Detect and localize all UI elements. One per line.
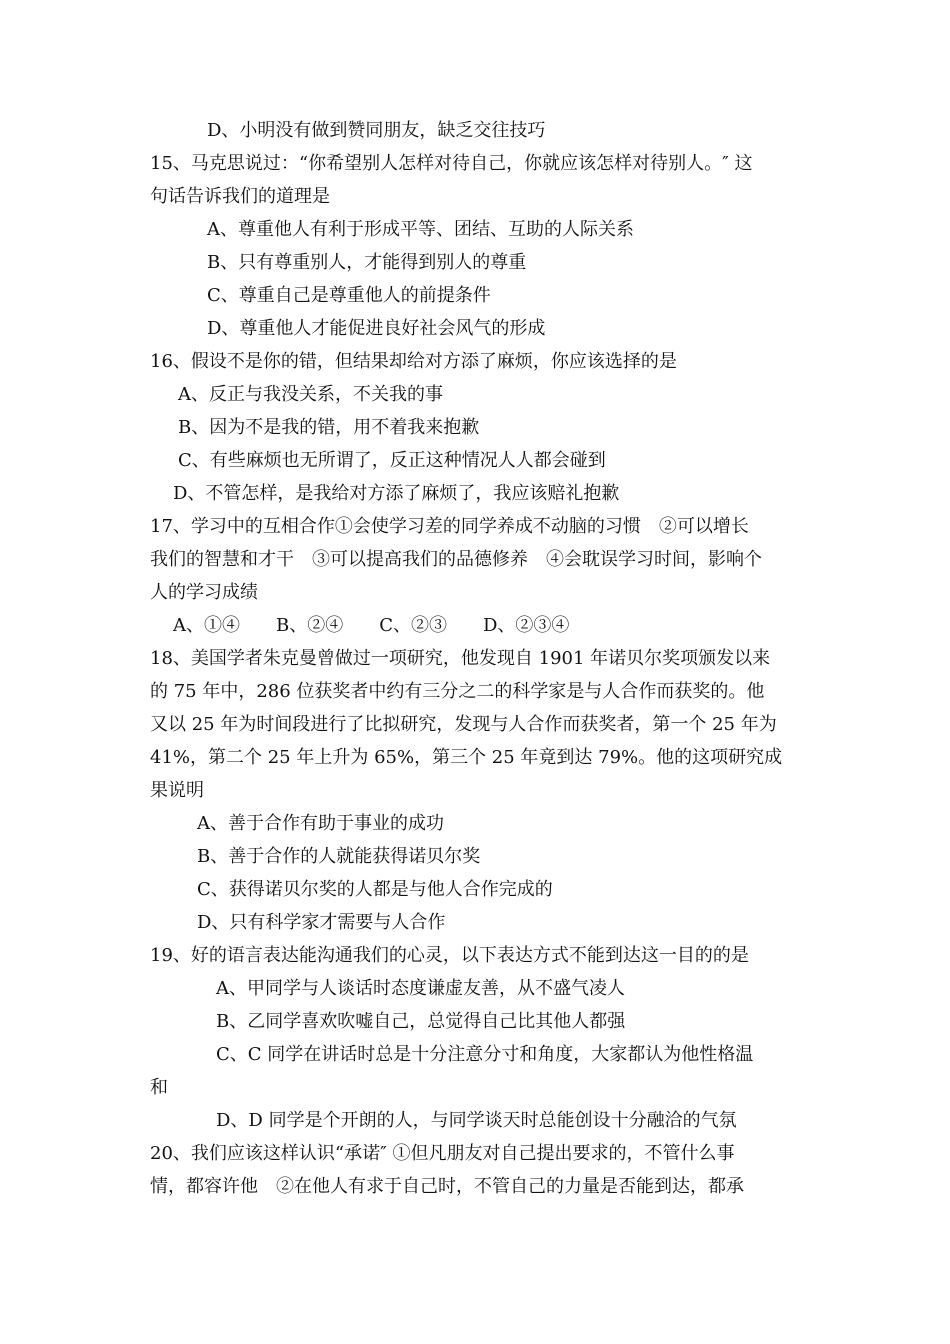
- q17-stem-line-2: 我们的智慧和才干 ③可以提高我们的品德修养 ④会耽误学习时间，影响个: [150, 549, 762, 570]
- q19-option-d: D、D 同学是个开朗的人，与同学谈天时总能创设十分融洽的气氛: [216, 1110, 737, 1131]
- q16-stem: 16、假设不是你的错，但结果却给对方添了麻烦，你应该选择的是: [150, 351, 677, 372]
- q20-stem-line-2: 情，都容许他 ②在他人有求于自己时，不管自己的力量是否能到达，都承: [150, 1176, 744, 1197]
- q18-option-b: B、善于合作的人就能获得诺贝尔奖: [197, 846, 481, 867]
- q19-option-c-line-2: 和: [150, 1077, 168, 1098]
- q15-option-b: B、只有尊重别人，才能得到别人的尊重: [207, 252, 527, 273]
- q18-option-c: C、获得诺贝尔奖的人都是与他人合作完成的: [197, 879, 553, 900]
- q15-stem-line-2: 句话告诉我们的道理是: [150, 186, 330, 207]
- q16-option-c: C、有些麻烦也无所谓了，反正这种情况人人都会碰到: [178, 450, 606, 471]
- q14-option-d: D、小明没有做到赞同朋友，缺乏交往技巧: [207, 120, 546, 141]
- q18-stem-line-2: 的 75 年中，286 位获奖者中约有三分之二的科学家是与人合作而获奖的。他: [150, 681, 765, 702]
- q19-option-c-line-1: C、C 同学在讲话时总是十分注意分寸和角度，大家都认为他性格温: [216, 1044, 754, 1065]
- q15-option-d: D、尊重他人才能促进良好社会风气的形成: [207, 318, 546, 339]
- q19-option-a: A、甲同学与人谈话时态度谦虚友善，从不盛气凌人: [216, 978, 625, 999]
- q17-stem-line-3: 人的学习成绩: [150, 582, 258, 603]
- q16-option-d: D、不管怎样，是我给对方添了麻烦了，我应该赔礼抱歉: [173, 483, 620, 504]
- q17-stem-line-1: 17、学习中的互相合作①会使学习差的同学养成不动脑的习惯 ②可以增长: [150, 516, 749, 537]
- q16-option-a: A、反正与我没关系，不关我的事: [178, 384, 443, 405]
- q18-option-a: A、善于合作有助于事业的成功: [197, 813, 444, 834]
- q17-options: A、①④ B、②④ C、②③ D、②③④: [173, 615, 570, 636]
- q18-stem-line-3: 又以 25 年为时间段进行了比拟研究，发现与人合作而获奖者，第一个 25 年为: [150, 714, 777, 735]
- q18-option-d: D、只有科学家才需要与人合作: [197, 912, 446, 933]
- q18-stem-line-1: 18、美国学者朱克曼曾做过一项研究，他发现自 1901 年诺贝尔奖项颁发以来: [150, 648, 771, 669]
- q20-stem-line-1: 20、我们应该这样认识“承诺″ ①但凡朋友对自己提出要求的，不管什么事: [150, 1143, 735, 1164]
- q19-option-b: B、乙同学喜欢吹嘘自己，总觉得自己比其他人都强: [216, 1011, 626, 1032]
- q15-option-c: C、尊重自己是尊重他人的前提条件: [207, 285, 491, 306]
- q19-stem: 19、好的语言表达能沟通我们的心灵，以下表达方式不能到达这一目的的是: [150, 945, 749, 966]
- q18-stem-line-4: 41%，第二个 25 年上升为 65%，第三个 25 年竟到达 79%。他的这项研究成: [150, 747, 783, 768]
- q16-option-b: B、因为不是我的错，用不着我来抱歉: [178, 417, 480, 438]
- q18-stem-line-5: 果说明: [150, 780, 204, 801]
- q15-stem-line-1: 15、马克思说过：“你希望别人怎样对待自己，你就应该怎样对待别人。″ 这: [150, 153, 753, 174]
- q15-option-a: A、尊重他人有利于形成平等、团结、互助的人际关系: [207, 219, 634, 240]
